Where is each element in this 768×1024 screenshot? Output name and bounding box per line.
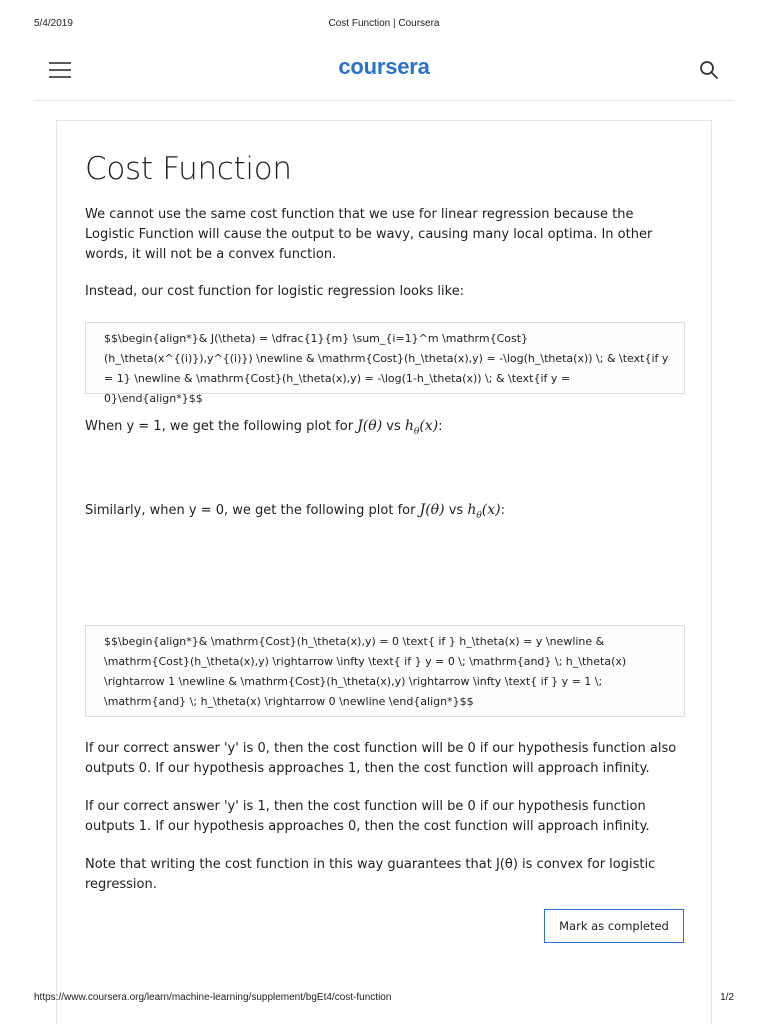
article-card bbox=[56, 120, 712, 1024]
print-footer bbox=[34, 992, 734, 1006]
intro-paragraph: We cannot use the same cost function that we use for linear regression because the Logistic Function will cause the output to be wavy, causing many local optima. In other words, it will not be a convex function. bbox=[85, 207, 653, 262]
page-url: https://www.coursera.org/learn/machine-learning/supplement/bgEt4/cost-function bbox=[34, 992, 392, 1003]
colon-text: : bbox=[500, 503, 505, 518]
math-h-theta bbox=[467, 502, 501, 521]
plot-y0-caption bbox=[85, 500, 685, 526]
convex-note-paragraph: Note that writing the cost function in this way guarantees that J(θ) is convex for logistic regression. bbox=[85, 857, 656, 892]
math-h-theta bbox=[404, 418, 439, 437]
colon-text: : bbox=[438, 419, 443, 434]
mark-as-completed-button[interactable]: Mark as completed bbox=[544, 909, 684, 943]
math-h: h bbox=[467, 502, 477, 518]
cost-cases-formula-block: $$\begin{align*}& \mathrm{Cost}(h_\theta(x),y) = 0 \text{ if } h_\theta(x) = y \newline & \mathrm{Cost}(h_\theta(x),y) \rightarrow \infty \text{ if } y = 0 \; \mathrm{and} \; h_\theta(x) \rightarrow 1 \newline & \mathrm{Cost}(h_\theta(x),y) \rightarrow \infty \text{ if } y = 1 \; \mathrm{and} \; h_\theta(x) \rightarrow 0 \newline \end{align*}$$ bbox=[85, 625, 685, 717]
answer-one-paragraph: If our correct answer 'y' is 1, then the cost function will be 0 if our hypothesis function outputs 1. If our hypothesis approaches 0, then the cost function will approach infinity. bbox=[85, 799, 650, 834]
math-J-theta: J(θ) bbox=[419, 502, 445, 518]
plot-y1-text: When y = 1, we get the following plot for bbox=[85, 419, 358, 434]
top-nav bbox=[34, 50, 734, 101]
cost-formula-block: $$\begin{align*}& J(\theta) = \dfrac{1}{m} \sum_{i=1}^m \mathrm{Cost}(h_\theta(x^{(i)}),y^{(i)}) \newline & \mathrm{Cost}(h_\theta(x),y) = -\log(h_\theta(x)) \; & \text{if y = 1} \newline & \mathrm{Cost}(h_\theta(x),y) = -\log(1-h_\theta(x)) \; & \text{if y = 0}\end{align*}$$ bbox=[85, 322, 685, 394]
instead-paragraph: Instead, our cost function for logistic regression looks like: bbox=[85, 284, 465, 299]
page-title: Cost Function bbox=[85, 151, 292, 187]
search-icon[interactable] bbox=[698, 59, 720, 81]
math-h-arg: (x) bbox=[481, 502, 501, 518]
print-header bbox=[34, 18, 734, 32]
math-h: h bbox=[404, 418, 414, 434]
answer-zero-paragraph: If our correct answer 'y' is 0, then the cost function will be 0 if our hypothesis function also outputs 0. If our hypothesis approaches 1, then the cost function will approach infinity. bbox=[85, 741, 677, 776]
plot-y0-text: Similarly, when y = 0, we get the following plot for bbox=[85, 503, 420, 518]
print-date: 5/4/2019 bbox=[34, 18, 73, 29]
page-count: 1/2 bbox=[720, 992, 734, 1003]
coursera-logo[interactable]: coursera bbox=[338, 54, 430, 79]
plot-y1-caption bbox=[85, 416, 685, 442]
vs-text: vs bbox=[444, 503, 468, 518]
vs-text: vs bbox=[382, 419, 405, 434]
math-h-sub: θ bbox=[476, 510, 482, 521]
math-J-theta: J(θ) bbox=[357, 418, 383, 434]
math-h-sub: θ bbox=[413, 426, 420, 437]
print-title: Cost Function | Coursera bbox=[328, 18, 440, 29]
math-h-arg: (x) bbox=[419, 418, 439, 434]
